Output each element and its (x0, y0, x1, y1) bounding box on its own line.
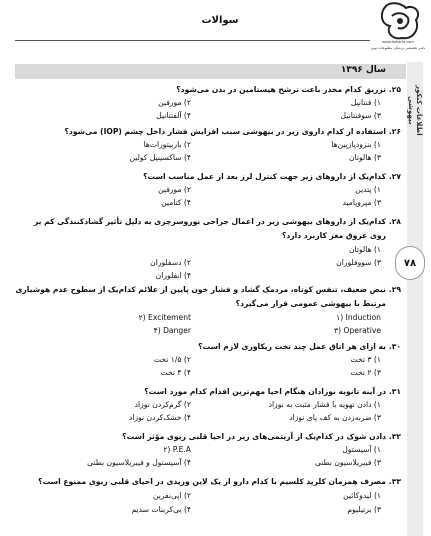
option: ۱) Induction (336, 313, 381, 322)
option: ۳) مپروپامید (342, 198, 381, 207)
option: ۱) دادن تهویه با فشار مثبت به نوزاد (268, 400, 381, 409)
question-stem: کدام‌یک از داروهای زیر جهت کنترل لرز بعد از عمل مناسب است؟ (143, 172, 386, 181)
option: ۱) بنزودیازپین‌ها (331, 140, 381, 149)
question-stem: نبض ضعیف، تنفس کوتاه، مردمک گشاد و فشار خون پایین از علائم کدام‌یک از سطوح عدم هوشیاری (15, 285, 386, 294)
logo-caption: ناشر تخصصی پزشکی مطبوعات نوین (370, 46, 426, 50)
question-number: ۳۲. (388, 432, 401, 441)
question-number: ۲۵. (388, 85, 401, 94)
option: ۴) انفلوران (155, 271, 191, 280)
question-number: ۲۸. (388, 217, 401, 226)
option: ۲) باربیتورات‌ها (143, 140, 191, 149)
option: ۲) ۱/۵ تخت (153, 355, 191, 364)
option: ۳) Operative (334, 326, 381, 335)
option: ۲) دسفلوران (150, 258, 191, 267)
question-stem: دادن شوک در کدام‌یک از آریتمی‌های زیر در احیا قلبی ریوی مؤثر است؟ (122, 432, 386, 441)
header-divider (15, 40, 370, 41)
option: ۲) Excitement (138, 313, 191, 322)
question-number: ۳۰. (388, 342, 401, 351)
option: ۳) ۲ تخت (350, 368, 381, 377)
option: ۱) فنتانیل (350, 98, 381, 107)
option: ۴) آلفنتانیل (156, 111, 191, 120)
option: ۴) کتامین (161, 198, 191, 207)
question-number: ۲۹. (388, 285, 401, 294)
option: ۱) ۳ تخت (350, 355, 381, 364)
question-stem: کدام‌یک از داروهای بیهوشی زیر در اعمال جراحی نوروسرجری به دلیل تأثیر گشادکنندگی کم بر (33, 217, 386, 226)
question-stem: روی عروق مغز کاربرد دارد؟ (281, 231, 386, 240)
option: ۴) ۴ تخت (160, 368, 191, 377)
question-stem: تزریق کدام مخدر باعث ترشح هیستامین در بدن می‌شود؟ (176, 85, 386, 94)
side-section-label: اطلاعات کنکور بیهوشی (407, 84, 423, 136)
option: ۳) برتیلیوم (347, 505, 381, 514)
option: ۱) لیدوکائین (343, 491, 381, 500)
year-label: سال ۱۳۹۶ (340, 65, 386, 75)
option: ۴) ساکسینیل کولین (129, 153, 191, 162)
option: ۲) مورفین (158, 98, 191, 107)
option: ۲) اپی‌نفرین (152, 491, 191, 500)
question-stem: مصرف همزمان کلرید کلسیم با کدام دارو از یک لاین وریدی در احیای قلبی ریوی ممنوع است؟ (38, 477, 386, 486)
option: ۱) هالوتان (348, 245, 381, 254)
option: ۲) P.E.A (163, 445, 191, 454)
question-stem: در آینه تانویه نوزادان هنگام احیا مهم‌ترین اقدام کدام مورد است؟ (144, 387, 386, 396)
option: ۱) پتدین (355, 185, 381, 194)
option: ۳) سووفلوران (336, 258, 381, 267)
question-number: ۲۶. (388, 127, 401, 136)
year-bar (15, 64, 406, 79)
question-stem: به ازای هر اتاق عمل چند تخت ریکاوری لازم است؟ (198, 342, 386, 351)
question-stem: استفاده از کدام داروی زیر در بیهوشی سبب افزایش فشار داخل چشم (IOP) می‌شود؟ (64, 127, 386, 136)
option: ۴) Danger (153, 326, 191, 335)
option: ۴) خشک‌کردن نوزاد (128, 413, 191, 422)
question-stem: مرتبط با بیهوشی عمومی قرار می‌گیرد؟ (235, 299, 386, 308)
option: ۴) بی‌کربنات سدیم (131, 505, 191, 514)
option: ۱) آسیستول (342, 445, 381, 454)
question-number: ۳۱. (388, 387, 401, 396)
option: ۴) آسیستول و فیبریلاسیون بطنی (87, 458, 191, 467)
option: ۳) هالوتان (348, 153, 381, 162)
option: ۳) فیبریلاسیون بطنی (314, 458, 381, 467)
question-number: ۲۷. (388, 172, 401, 181)
page-title: سوالات (201, 15, 239, 26)
option: ۲) مورفین (158, 185, 191, 194)
logo-website: www.baharfa.com (382, 40, 414, 44)
option: ۲) گرم‌کردن نوزاد (134, 400, 191, 409)
option: ۳) سوفنتانیل (340, 111, 381, 120)
page-number: ۷۸ (395, 246, 425, 280)
question-number: ۳۳. (388, 477, 401, 486)
option: ۳) ضربه‌زدن به کف پای نوزاد (289, 413, 381, 422)
